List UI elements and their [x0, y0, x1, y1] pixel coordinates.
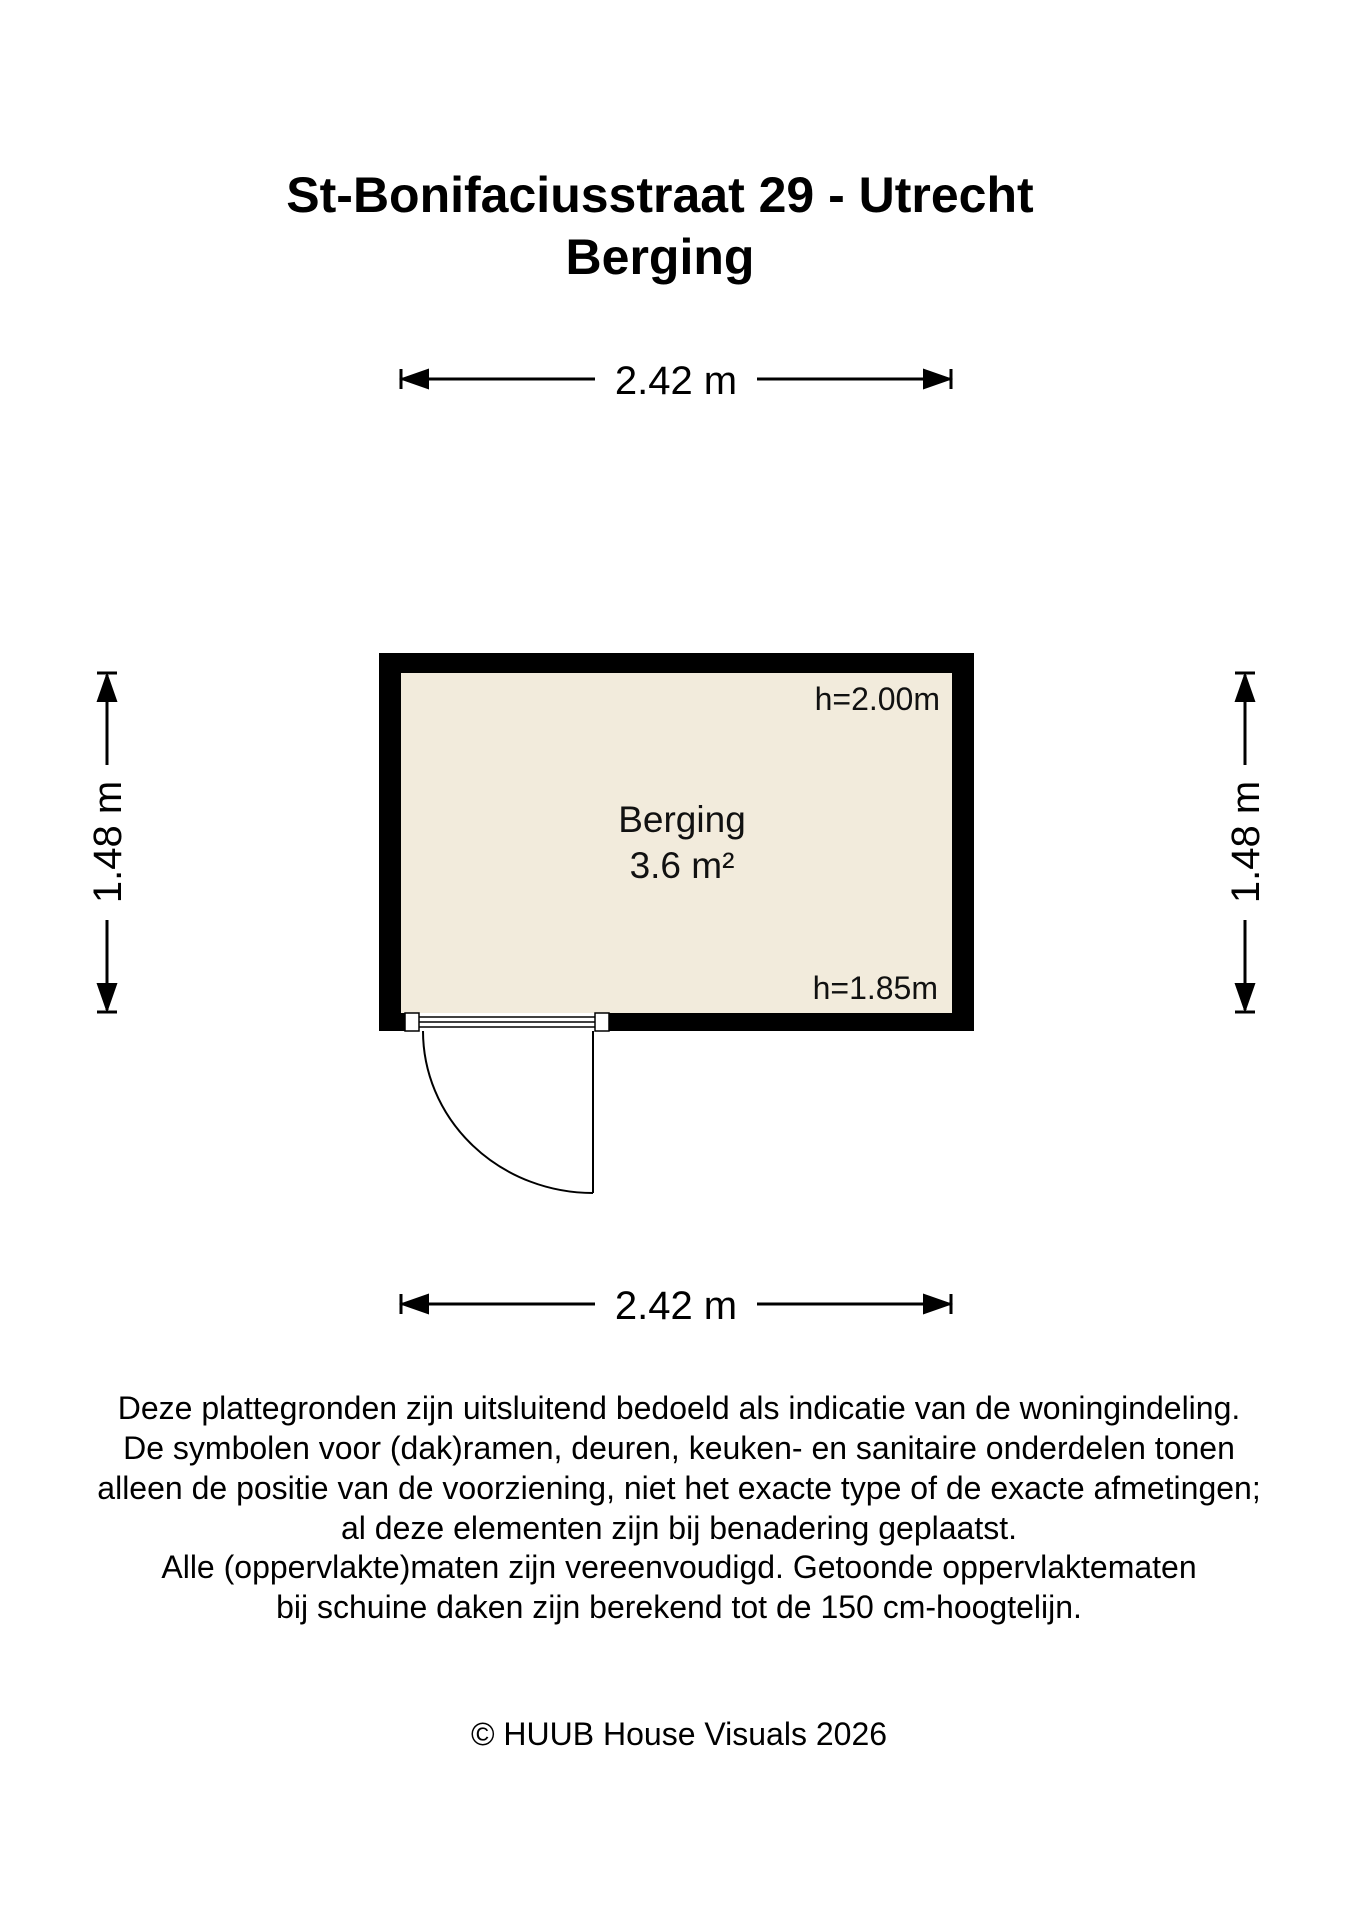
disclaimer-line: Alle (oppervlakte)maten zijn vereenvoudigd. Getoonde oppervlaktematen [161, 1549, 1197, 1585]
room-area-label: 3.6 m² [629, 845, 735, 886]
plan-title-address: St-Bonifaciusstraat 29 - Utrecht [286, 167, 1034, 223]
plan-title-floor: Berging [565, 229, 755, 285]
disclaimer-paragraph-2 [0, 1547, 1358, 1627]
room-height-front: h=1.85m [812, 970, 938, 1006]
dimension-label-left: 1.48 m [86, 780, 130, 904]
dimension-right-depth [1224, 673, 1268, 1012]
dimension-left-depth [86, 673, 130, 1012]
disclaimer-line: al deze elementen zijn bij benadering geplaatst. [340, 1510, 1017, 1546]
room-berging [379, 653, 974, 1031]
door-swing-symbol [423, 1031, 593, 1193]
dimension-label-right: 1.48 m [1224, 780, 1268, 904]
disclaimer-line: alleen de positie van de voorziening, niet het exacte type of de exacte afmetingen; [97, 1470, 1261, 1506]
dimension-label-bottom: 2.42 m [614, 1284, 738, 1328]
disclaimer-line: bij schuine daken zijn berekend tot de 150 cm-hoogtelijn. [276, 1589, 1082, 1625]
disclaimer-line: De symbolen voor (dak)ramen, deuren, keuken- en sanitaire onderdelen tonen [123, 1430, 1235, 1466]
room-name-label: Berging [618, 799, 746, 840]
dimension-label-top: 2.42 m [614, 359, 738, 403]
dimension-top-width [401, 359, 951, 403]
dimension-bottom-width [401, 1284, 951, 1328]
room-floor [401, 673, 952, 1013]
disclaimer-paragraph-1 [0, 1388, 1358, 1548]
room-height-back: h=2.00m [814, 681, 940, 717]
disclaimer-line: Deze plattegronden zijn uitsluitend bedoeld als indicatie van de woningindeling. [117, 1390, 1241, 1426]
copyright-notice: © HUUB House Visuals 2026 [470, 1716, 888, 1752]
